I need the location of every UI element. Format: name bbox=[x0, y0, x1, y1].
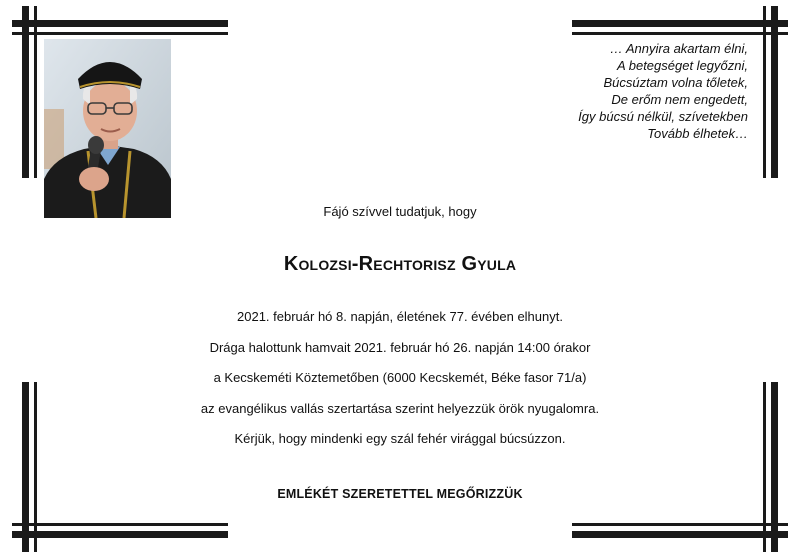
frame-bar bbox=[34, 6, 37, 178]
poem-line: A betegséget legyőzni, bbox=[616, 58, 748, 73]
frame-bar bbox=[22, 6, 29, 178]
detail-line: 2021. február hó 8. napján, életének 77. évében elhunyt. bbox=[237, 309, 563, 324]
frame-bar bbox=[572, 531, 788, 538]
detail-line: Kérjük, hogy mindenki egy szál fehér virággal búcsúzzon. bbox=[234, 431, 566, 446]
frame-bar bbox=[572, 523, 788, 526]
frame-bar bbox=[12, 523, 228, 526]
poem bbox=[448, 40, 748, 142]
detail-line: a Kecskeméti Köztemetőben (6000 Kecskemét, Béke fasor 71/a) bbox=[213, 370, 587, 385]
detail-line: az evangélikus vallás szertartása szerint helyezzük örök nyugalomra. bbox=[200, 400, 600, 416]
poem-line: De erőm nem engedett, bbox=[611, 92, 748, 107]
poem-line: Búcsúztam volna tőletek, bbox=[603, 75, 748, 90]
poem-line: … Annyira akartam élni, bbox=[609, 41, 748, 56]
frame-bar bbox=[572, 20, 788, 27]
poem-line: Tovább élhetek… bbox=[647, 126, 748, 141]
notice-intro: Fájó szívvel tudatjuk, hogy bbox=[323, 204, 477, 219]
portrait-photo bbox=[44, 39, 171, 218]
frame-bar bbox=[771, 6, 778, 178]
frame-bar bbox=[12, 32, 228, 35]
notice-details bbox=[0, 307, 800, 460]
detail-line: Drága halottunk hamvait 2021. február hó 26. napján 14:00 órakor bbox=[209, 339, 591, 355]
frame-bar bbox=[763, 6, 766, 178]
frame-bar bbox=[12, 20, 228, 27]
deceased-name: Kolozsi-Rechtorisz Gyula bbox=[283, 253, 517, 275]
frame-bar bbox=[12, 531, 228, 538]
closing-line: EMLÉKÉT SZERETETTEL MEGŐRIZZÜK bbox=[277, 487, 523, 501]
frame-bar bbox=[572, 32, 788, 35]
poem-line: Így búcsú nélkül, szívetekben bbox=[578, 109, 748, 124]
